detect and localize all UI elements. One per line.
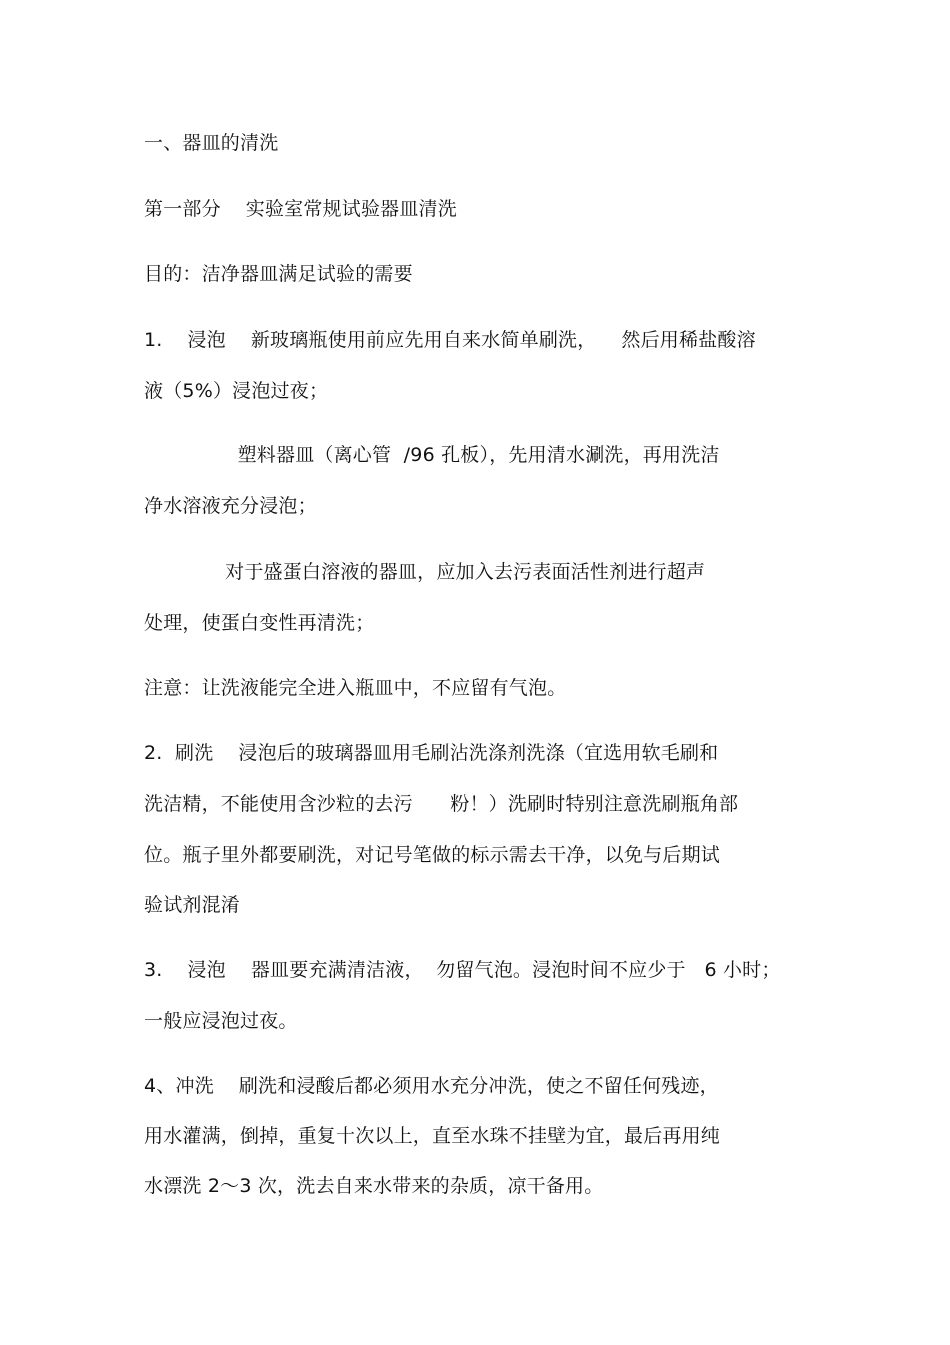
step-4-line-2: 用水灌满，倒掉，重复十次以上，直至水珠不挂壁为宜，最后再用纯 xyxy=(144,1125,721,1147)
step-1-line-2: 液（5%）浸泡过夜； xyxy=(144,380,329,402)
plastic-ware-line-1: 塑料器皿（离心管 /96 孔板），先用清水涮洗，再用洗洁 xyxy=(144,444,720,466)
step-3-line-2: 一般应浸泡过夜。 xyxy=(144,1010,298,1032)
protein-ware-line-1: 对于盛蛋白溶液的器皿，应加入去污表面活性剂进行超声 xyxy=(144,561,706,583)
step-2-line-2: 洗洁精，不能使用含沙粒的去污 粉！）洗刷时特别注意洗刷瓶角部 xyxy=(144,793,739,815)
step-3-line-1: 3. 浸泡 器皿要充满清洁液， 勿留气泡。浸泡时间不应少于 6 小时； xyxy=(144,959,781,981)
section-heading: 一、器皿的清洗 xyxy=(144,132,279,154)
step-4-line-3: 水漂洗 2～3 次，洗去自来水带来的杂质，凉干备用。 xyxy=(144,1175,604,1197)
part-heading: 第一部分 实验室常规试验器皿清洗 xyxy=(144,198,457,220)
step-2-line-1: 2. 刷洗 浸泡后的玻璃器皿用毛刷沾洗涤剂洗涤（宜选用软毛刷和 xyxy=(144,742,719,764)
step-2-line-4: 验试剂混淆 xyxy=(144,894,241,916)
step-2-line-3: 位。瓶子里外都要刷洗，对记号笔做的标示需去干净，以免与后期试 xyxy=(144,844,721,866)
plastic-ware-line-2: 净水溶液充分浸泡； xyxy=(144,495,317,517)
step-1-line-1: 1. 浸泡 新玻璃瓶使用前应先用自来水简单刷洗， 然后用稀盐酸溶 xyxy=(144,329,756,351)
purpose-line: 目的：洁净器皿满足试验的需要 xyxy=(144,263,413,285)
note-line: 注意：让洗液能完全进入瓶皿中，不应留有气泡。 xyxy=(144,677,567,699)
step-4-line-1: 4、冲洗 刷洗和浸酸后都必须用水充分冲洗，使之不留任何残迹， xyxy=(144,1075,719,1097)
protein-ware-line-2: 处理，使蛋白变性再清洗； xyxy=(144,612,375,634)
